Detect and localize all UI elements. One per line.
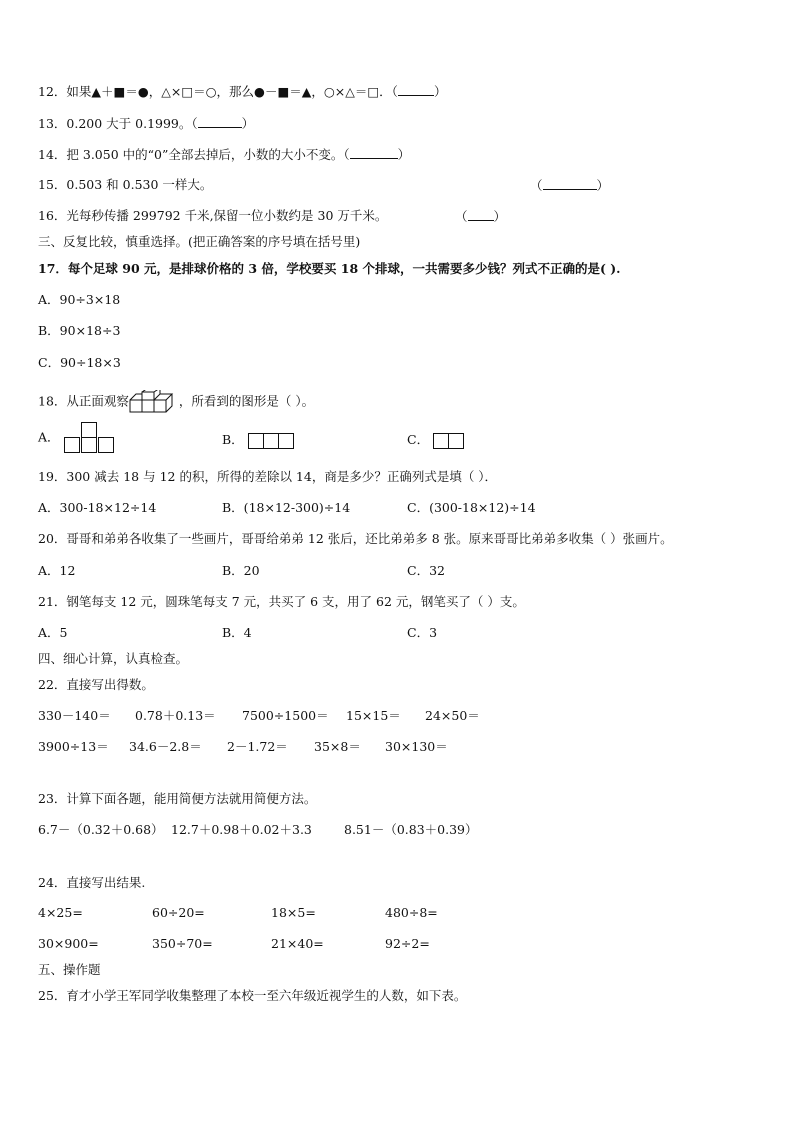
question-15-text: 15．0.503 和 0.530 一样大。 [38, 177, 213, 192]
section-5-heading: 五、操作题 [38, 962, 101, 977]
answer-blank[interactable] [198, 115, 242, 128]
q20-option-a[interactable]: A．12 [38, 563, 76, 578]
q22-item: 0.78＋0.13＝ [135, 708, 216, 723]
question-23: 23．计算下面各题，能用简便方法就用简便方法。 [38, 791, 317, 806]
q20-option-b[interactable]: B．20 [222, 563, 260, 578]
answer-blank[interactable] [468, 208, 494, 221]
q21-option-b[interactable]: B．4 [222, 625, 252, 640]
question-18-text-after: ，所看到的图形是（ ）。 [178, 393, 315, 409]
paren-close: ） [433, 84, 447, 99]
paren-close: ） [596, 178, 610, 193]
option-c-label: C． [407, 432, 430, 447]
question-24: 24．直接写出结果. [38, 875, 146, 890]
q24-item: 480÷8= [385, 905, 438, 920]
question-19: 19．300 减去 18 与 12 的积，所得的差除以 14，商是多少？正确列式是填（ ）． [38, 469, 498, 484]
q22-item: 330－140＝ [38, 708, 111, 723]
question-12 [38, 83, 446, 100]
question-15 [38, 177, 212, 193]
q24-item: 92÷2= [385, 936, 430, 951]
q20-option-c[interactable]: C．32 [407, 563, 445, 578]
q24-item: 350÷70= [152, 936, 213, 951]
section-4-heading: 四、细心计算，认真检查。 [38, 651, 189, 666]
q24-item: 60÷20= [152, 905, 205, 920]
paren-close: ） [241, 116, 255, 131]
q22-item: 15×15＝ [346, 708, 401, 723]
shape-c-figure [433, 433, 464, 449]
q19-option-a[interactable]: A．300-18×12÷14 [38, 500, 157, 515]
q18-option-a[interactable] [38, 420, 114, 456]
answer-blank[interactable] [543, 177, 597, 190]
question-25: 25．育才小学王军同学收集整理了本校一至六年级近视学生的人数，如下表。 [38, 988, 467, 1003]
question-15-answer [530, 177, 609, 194]
answer-blank[interactable] [398, 83, 434, 96]
q23-item: 6.7－（0.32＋0.68） [38, 822, 164, 837]
q22-item: 3900÷13＝ [38, 739, 109, 754]
question-14 [38, 146, 410, 163]
question-16 [38, 208, 387, 224]
q22-item: 35×8＝ [314, 739, 361, 754]
paren-open: （ [530, 178, 543, 193]
q19-option-b[interactable]: B．(18×12-300)÷14 [222, 500, 351, 515]
q24-item: 18×5= [271, 905, 316, 920]
q17-option-b[interactable]: B．90×18÷3 [38, 323, 121, 338]
q24-item: 4×25= [38, 905, 83, 920]
q24-item: 21×40= [271, 936, 324, 951]
q18-option-c[interactable] [407, 432, 464, 449]
question-18-text-before: 18．从正面观察 [38, 393, 129, 409]
question-21: 21．钢笔每支 12 元，圆珠笔每支 7 元，共买了 6 支，用了 62 元，钢笔买了（ ）支。 [38, 594, 525, 609]
question-16-text: 16．光每秒传播 299792 千米,保留一位小数约是 30 万千米。 [38, 208, 388, 223]
question-18 [38, 390, 314, 414]
question-20: 20．哥哥和弟弟各收集了一些画片，哥哥给弟弟 12 张后，还比弟弟多 8 张。原来哥哥比弟弟多收集（ ）张画片。 [38, 531, 673, 546]
q22-item: 24×50＝ [425, 708, 480, 723]
q19-option-c[interactable]: C．(300-18×12)÷14 [407, 500, 536, 515]
question-13 [38, 115, 254, 132]
question-14-text: 14．把 3.050 中的“0”全部去掉后，小数的大小不变。（ [38, 147, 350, 162]
option-a-label: A． [38, 429, 60, 445]
q21-option-a[interactable]: A．5 [38, 625, 68, 640]
question-17: 17．每个足球 90 元，是排球价格的 3 倍，学校要买 18 个排球，一共需要多少钱？列式不正确的是( ). [38, 261, 621, 276]
q23-item: 8.51－（0.83＋0.39） [344, 822, 478, 837]
section-3-heading: 三、反复比较，慎重选择。(把正确答案的序号填在括号里) [38, 234, 361, 249]
q18-option-b[interactable] [222, 432, 294, 449]
paren-close: ） [493, 209, 507, 224]
q17-option-a[interactable]: A．90÷3×18 [38, 292, 121, 307]
q22-item: 7500÷1500＝ [242, 708, 329, 723]
cube-stack-icon [129, 390, 179, 414]
q22-item: 30×130＝ [385, 739, 448, 754]
answer-blank[interactable] [350, 146, 398, 159]
q22-item: 2－1.72＝ [227, 739, 288, 754]
shape-a-figure [64, 420, 114, 456]
shape-b-figure [248, 433, 294, 449]
paren-open: （ [455, 209, 468, 224]
q24-item: 30×900= [38, 936, 99, 951]
q21-option-c[interactable]: C．3 [407, 625, 438, 640]
q22-item: 34.6－2.8＝ [129, 739, 202, 754]
q23-item: 12.7＋0.98＋0.02＋3.3 [171, 822, 312, 837]
question-12-text: 12．如果▲＋■＝●，△×□＝○，那么●－■＝▲，○×△＝□．（ [38, 84, 398, 99]
option-b-label: B． [222, 432, 244, 447]
q17-option-c[interactable]: C．90÷18×3 [38, 355, 121, 370]
paren-close: ） [397, 147, 411, 162]
question-16-answer [455, 208, 506, 225]
question-13-text: 13．0.200 大于 0.1999。（ [38, 116, 198, 131]
question-22: 22．直接写出得数。 [38, 677, 154, 692]
